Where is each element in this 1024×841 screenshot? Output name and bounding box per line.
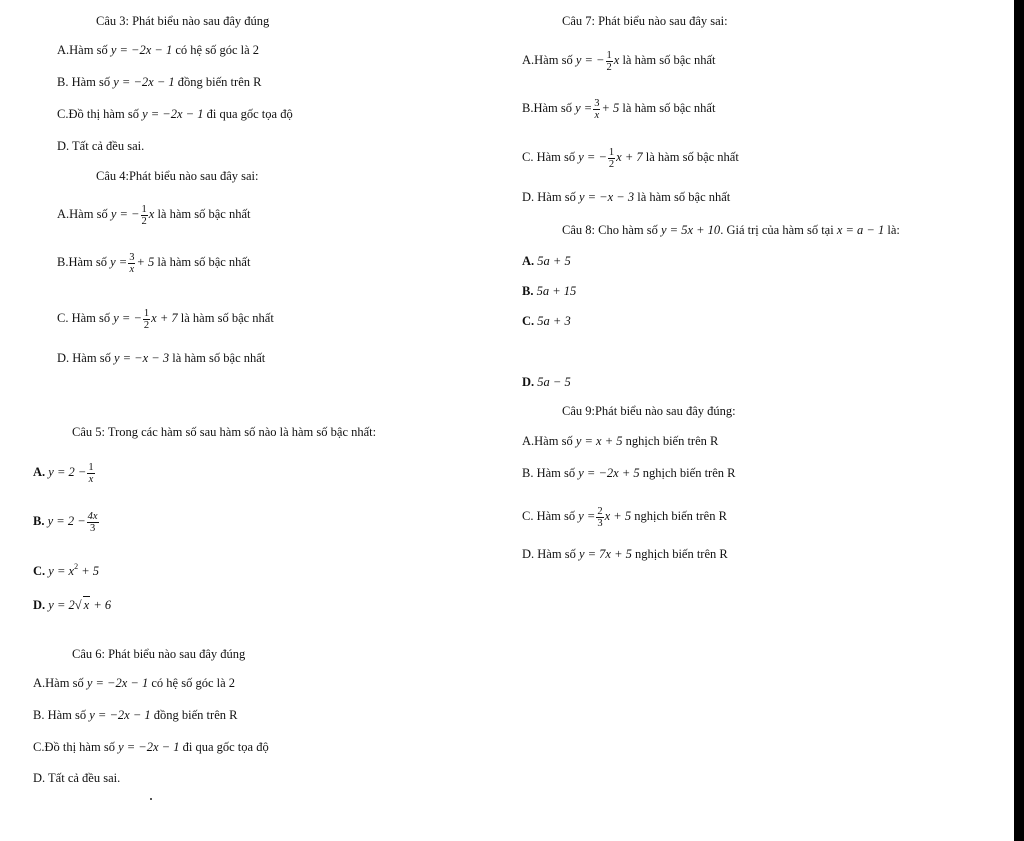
- q6-title: Câu 6: Phát biểu nào sau đây đúng: [72, 647, 246, 661]
- q3-title: Câu 3: Phát biểu nào sau đây đúng: [96, 14, 270, 28]
- stray-dot: [150, 798, 152, 800]
- q7-title: Câu 7: Phát biểu nào sau đây sai:: [562, 14, 728, 28]
- q9-option-d[interactable]: D. Hàm số y = 7x + 5 nghịch biến trên R: [522, 547, 728, 561]
- q8-option-a[interactable]: A. 5a + 5: [522, 254, 571, 268]
- q8-option-b[interactable]: B. 5a + 15: [522, 284, 577, 298]
- page-edge-border: [1014, 0, 1024, 841]
- q4-title: Câu 4:Phát biểu nào sau đây sai:: [96, 169, 259, 183]
- q5-option-c[interactable]: C. $y = x^2 + 5$: [33, 562, 99, 578]
- q6-option-c[interactable]: C.Đồ thị hàm số y = −2x − 1 đi qua gốc tọa độ: [33, 740, 269, 754]
- q9-title: Câu 9:Phát biểu nào sau đây đúng:: [562, 404, 736, 418]
- q7-option-d[interactable]: D. Hàm số y = −x − 3 là hàm số bậc nhất: [522, 190, 731, 204]
- q9-option-b[interactable]: B. Hàm số y = −2x + 5 nghịch biến trên R: [522, 466, 736, 480]
- q8-title: Câu 8: Cho hàm số y = 5x + 10. Giá trị của hàm số tại x = a − 1 là:: [562, 223, 900, 237]
- q8-option-d[interactable]: D. 5a − 5: [522, 375, 571, 389]
- q6-option-b[interactable]: B. Hàm số y = −2x − 1 đồng biến trên R: [33, 708, 238, 722]
- q7-option-a[interactable]: A.Hàm số y = − $\frac{1}{2}$ x là hàm số bậc nhất: [522, 49, 716, 73]
- q4-option-d[interactable]: D. Hàm số y = −x − 3 là hàm số bậc nhất: [57, 351, 266, 365]
- q4-option-b[interactable]: B.Hàm số y = $\frac{3}{x}$ + 5 là hàm số bậc nhất: [57, 251, 251, 275]
- q4-option-a[interactable]: A.Hàm số y = − $\frac{1}{2}$ x là hàm số bậc nhất: [57, 203, 251, 227]
- q3-option-c[interactable]: C.Đồ thị hàm số y = −2x − 1 đi qua gốc tọa độ: [57, 107, 293, 121]
- q3-option-d[interactable]: D. Tất cả đều sai.: [57, 139, 145, 153]
- q5-title: Câu 5: Trong các hàm số sau hàm số nào là hàm số bậc nhất:: [72, 425, 377, 439]
- q3-option-a[interactable]: A.Hàm số y = −2x − 1 có hệ số góc là 2: [57, 43, 260, 57]
- q6-option-a[interactable]: A.Hàm số y = −2x − 1 có hệ số góc là 2: [33, 676, 236, 690]
- q5-option-d[interactable]: D. y = 2√ x + 6: [33, 598, 112, 612]
- q8-option-c[interactable]: C. 5a + 3: [522, 314, 571, 328]
- q7-option-c[interactable]: C. Hàm số y = − $\frac{1}{2}$ x + 7 là hàm số bậc nhất: [522, 146, 739, 170]
- q7-option-b[interactable]: B.Hàm số y = $\frac{3}{x}$ + 5 là hàm số bậc nhất: [522, 97, 716, 121]
- q4-option-c[interactable]: C. Hàm số y = − $\frac{1}{2}$ x + 7 là hàm số bậc nhất: [57, 307, 274, 331]
- q3-option-b[interactable]: B. Hàm số y = −2x − 1 đồng biến trên R: [57, 75, 262, 89]
- q9-option-c[interactable]: C. Hàm số y = $\frac{2}{3}$ x + 5 nghịch biến trên R: [522, 505, 727, 529]
- q9-option-a[interactable]: A.Hàm số y = x + 5 nghịch biến trên R: [522, 434, 719, 448]
- q6-option-d[interactable]: D. Tất cả đều sai.: [33, 771, 121, 785]
- q5-option-b[interactable]: B. y = 2 − $\frac{4x}{3}$: [33, 510, 98, 534]
- q5-option-a[interactable]: A. y = 2 − $\frac{1}{x}$: [33, 461, 94, 485]
